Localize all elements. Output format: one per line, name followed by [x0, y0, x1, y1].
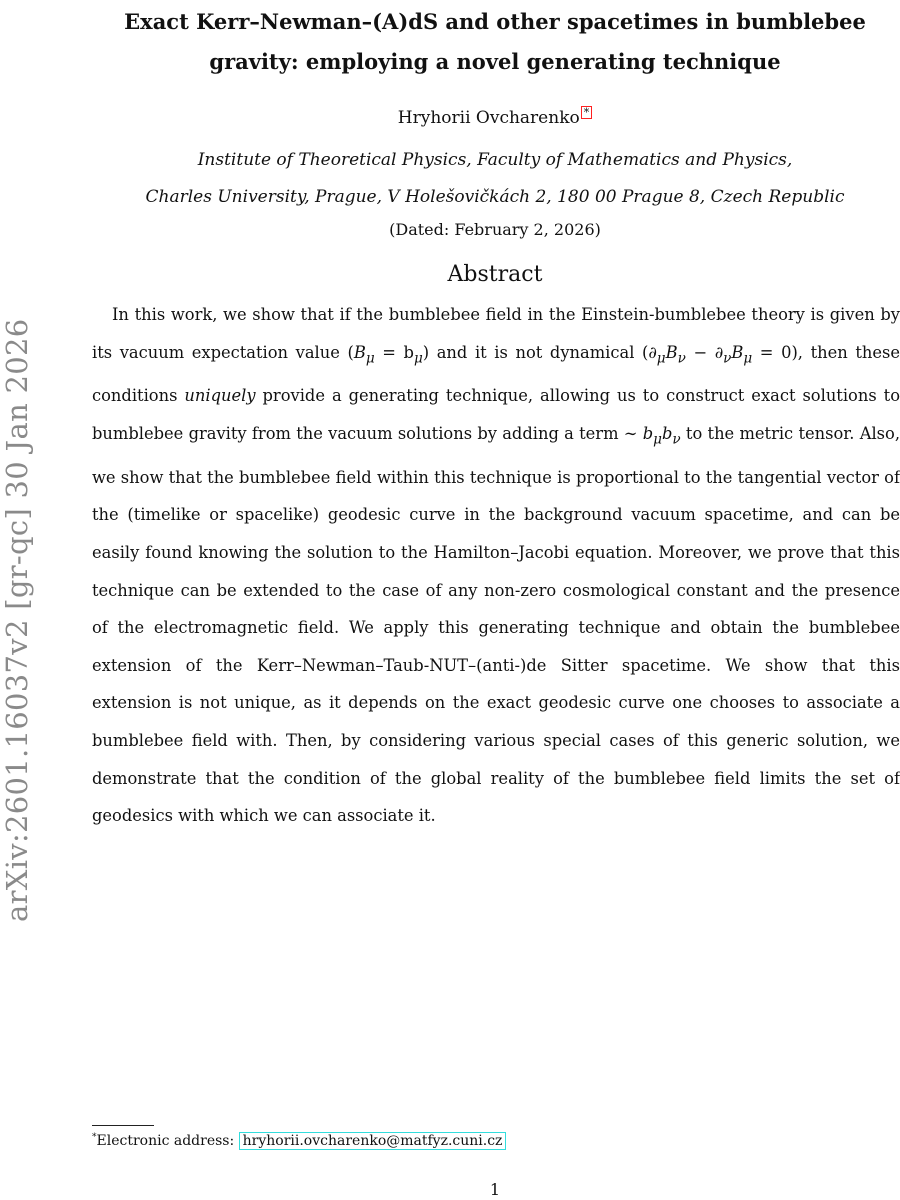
- footnote-mark: *: [92, 1132, 97, 1143]
- author-name: Hryhorii Ovcharenko: [397, 108, 580, 128]
- math-symbol: b: [642, 424, 654, 444]
- title-line-2: gravity: employing a novel generating technique: [209, 49, 781, 74]
- abstract-text: ) and it is not dynamical (: [422, 342, 649, 362]
- abstract-text: ), then these conditions: [92, 342, 900, 406]
- affiliation-line-2: Charles University, Prague, V Holešovičkách 2, 180 00 Prague 8, Czech Republic: [145, 187, 845, 207]
- title-line-1: Exact Kerr–Newman–(A)dS and other spacetimes in bumblebee: [124, 9, 866, 34]
- page-number: 1: [489, 1180, 501, 1199]
- abstract-heading: Abstract: [447, 262, 543, 287]
- author-footnote-link[interactable]: *: [581, 106, 593, 119]
- math-symbol: B: [353, 342, 366, 362]
- affiliation: [90, 142, 900, 216]
- abstract-text: to the metric tensor. Also, we show that the bumblebee field within this technique is proportional to the tangential vector of the (timelike or spacelike) geodesic curve in the background vacuum spacetime, and can be easily found knowing the solution to the Hamilton–Jacobi equation. Moreover, we prove that this technique can be extended to the case of any non-zero cosmological constant and the presence of the electromagnetic field. We apply this generating technique and obtain the bumblebee extension of the Kerr–Newman–Taub-NUT–(anti-)de Sitter spacetime. We show that this extension is not unique, as it depends on the exact geodesic curve one chooses to associate a bumblebee field with. Then, by considering various special cases of this generic solution, we demonstrate that the condition of the global reality of the bumblebee field limits the set of geodesics with which we can associate it.: [92, 424, 900, 826]
- math-symbol: B: [731, 342, 744, 362]
- abstract-text: In this work, we show that if the bumblebee field in the Einstein-bumblebee theory is given by its vacuum expectation value (: [92, 305, 900, 362]
- footnote: [92, 1131, 900, 1151]
- author-line: [90, 106, 900, 130]
- math-subscript: ν: [723, 349, 732, 366]
- footnote-label: Electronic address:: [96, 1133, 239, 1149]
- math-subscript: μ: [413, 349, 423, 366]
- abstract-body: [92, 296, 900, 835]
- math-subscript: ν: [677, 349, 686, 366]
- arxiv-identifier-stamp: arXiv:2601.16037v2 [gr-qc] 30 Jan 2026: [0, 318, 34, 922]
- math-subscript: ν: [672, 431, 681, 448]
- math-subscript: μ: [365, 349, 375, 366]
- footnote-divider: [92, 1125, 154, 1126]
- math-symbol: − ∂: [685, 342, 724, 362]
- dated-line: (Dated: February 2, 2026): [389, 220, 601, 239]
- math-subscript: μ: [653, 431, 662, 448]
- math-symbol: = b: [374, 342, 414, 362]
- abstract-text: provide a generating technique, allowing us to construct exact solutions to bumblebee gravity from the vacuum solutions by adding a term ∼: [92, 386, 900, 444]
- math-subscript: μ: [656, 349, 666, 366]
- math-subscript: μ: [743, 349, 753, 366]
- email-link[interactable]: hryhorii.ovcharenko@matfyz.cuni.cz: [239, 1132, 507, 1150]
- math-symbol: = 0: [752, 342, 792, 362]
- math-symbol: ∂: [648, 342, 657, 362]
- emphasized-word: uniquely: [184, 386, 256, 406]
- affiliation-line-1: Institute of Theoretical Physics, Faculty of Mathematics and Physics,: [197, 150, 793, 170]
- paper-title: [90, 2, 900, 82]
- math-symbol: B: [665, 342, 678, 362]
- math-symbol: b: [661, 424, 673, 444]
